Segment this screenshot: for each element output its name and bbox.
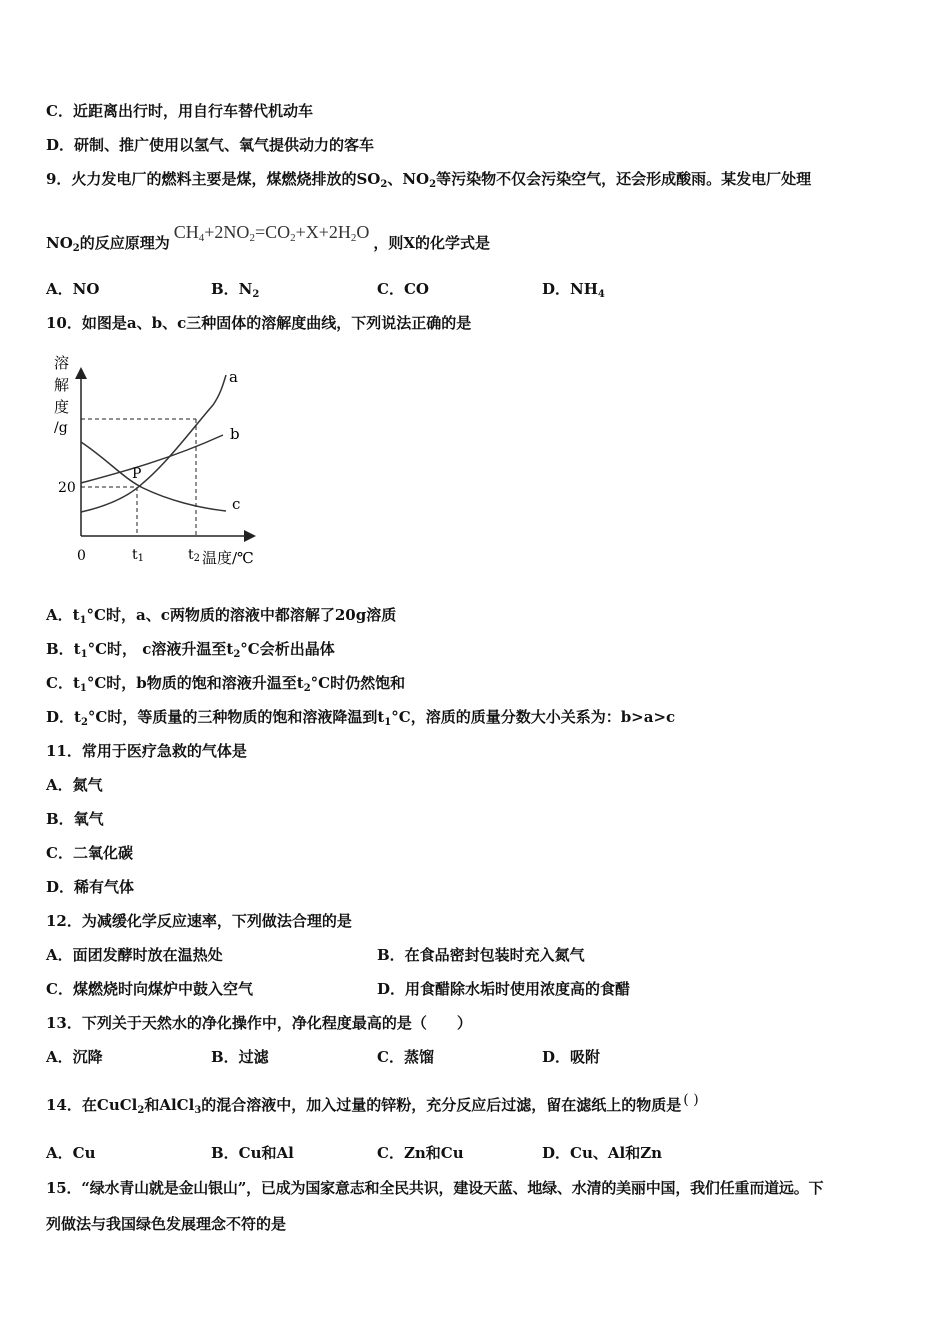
q9-equation: $CH_4+2NO_2=CO_2+X+2H_2O$	[173, 222, 370, 244]
q10-stem: 10．如图是a、b、c三种固体的溶解度曲线，下列说法正确的是	[46, 314, 472, 332]
q12-option-a: A．面团发酵时放在温热处	[46, 946, 223, 964]
q13-option-b: B．过滤	[211, 1048, 269, 1066]
q8-option-d: D．研制、推广使用以氢气、氧气提供动力的客车	[46, 136, 375, 154]
answer-blank: ( )	[683, 1092, 699, 1108]
q14-option-c: C．Zn和Cu	[377, 1144, 464, 1162]
y-axis-label-4: /g	[54, 420, 68, 436]
y-tick-20: 20	[58, 480, 76, 496]
q13-option-a: A．沉降	[46, 1048, 103, 1066]
point-p-label: P	[132, 466, 142, 482]
q8-option-c: C．近距离出行时，用自行车替代机动车	[46, 102, 313, 120]
q12-stem: 12．为减缓化学反应速率，下列做法合理的是	[46, 912, 352, 930]
q10-option-b: B．$t_1^\circ C$时， c溶液升温至$t_2^\circ C$会析出晶体	[46, 640, 335, 660]
q14-option-b: B．Cu和Al	[211, 1144, 294, 1162]
q10-option-c: C．$t_1^\circ C$时，b物质的饱和溶液升温至$t_2^\circ C$时仍然饱和	[46, 674, 406, 694]
q9-option-a: A．NO	[46, 280, 100, 298]
q14-option-a: A．Cu	[46, 1144, 96, 1162]
q13-option-c: C．蒸馏	[377, 1048, 434, 1066]
origin-label: 0	[77, 548, 86, 564]
x-tick-t1: t1	[132, 547, 145, 564]
q9-stem-line2: $NO_2$的反应原理为$CH_4+2NO_2=CO_2+X+2H_2O$，则X的化学式是	[46, 222, 491, 254]
x-axis-label: 温度/℃	[202, 549, 254, 567]
q11-option-d: D．稀有气体	[46, 878, 135, 896]
q11-option-a: A．氮气	[46, 776, 103, 794]
curve-a-label: a	[229, 368, 238, 386]
y-axis-label-2: 解	[54, 376, 70, 394]
q9-stem-line1: 9．火力发电厂的燃料主要是煤，煤燃烧排放的$SO_2$、$NO_2$等污染物不仅会污染空气，还会形成酸雨。某发电厂处理	[46, 170, 812, 190]
y-axis-label-1: 溶	[54, 354, 70, 372]
q12-option-b: B．在食品密封包装时充入氮气	[377, 946, 585, 964]
solubility-curve-chart	[48, 350, 278, 575]
q13-stem: 13．下列关于天然水的净化操作中，净化程度最高的是（ ）	[46, 1014, 472, 1032]
q15-stem-line1: 15．“绿水青山就是金山银山”，已成为国家意志和全民共识，建设天蓝、地绿、水清的美丽中国，我们任重而道远。下	[46, 1179, 824, 1197]
q11-option-b: B．氧气	[46, 810, 104, 828]
q10-option-d: D．$t_2^\circ C$时，等质量的三种物质的饱和溶液降温到$t_1^\circ C$，溶质的质量分数大小关系为：b>a>c	[46, 708, 676, 728]
x-tick-t2: t2	[188, 547, 201, 564]
curve-b-label: b	[230, 425, 240, 443]
q15-stem-line2: 列做法与我国绿色发展理念不符的是	[46, 1215, 287, 1233]
y-axis-label-3: 度	[54, 398, 70, 416]
q10-option-a: A．$t_1^\circ C$时，a、c两物质的溶液中都溶解了20g溶质	[46, 606, 397, 626]
q13-option-d: D．吸附	[542, 1048, 601, 1066]
q12-option-d: D．用食醋除水垢时使用浓度高的食醋	[377, 980, 631, 998]
q9-option-c: C．CO	[377, 280, 429, 298]
q11-option-c: C．二氧化碳	[46, 844, 133, 862]
q9-option-b: B．$N_2$	[211, 280, 260, 300]
curve-c-label: c	[232, 495, 241, 513]
q14-option-d: D．Cu、Al和Zn	[542, 1144, 663, 1162]
q9-option-d: D．$NH_4$	[542, 280, 605, 300]
q11-stem: 11．常用于医疗急救的气体是	[46, 742, 247, 760]
q14-stem: 14．在CuCl$_2$和AlCl$_3$的混合溶液中，加入过量的锌粉，充分反应后过滤，留在滤纸上的物质是 ( )	[46, 1092, 699, 1116]
q12-option-c: C．煤燃烧时向煤炉中鼓入空气	[46, 980, 253, 998]
